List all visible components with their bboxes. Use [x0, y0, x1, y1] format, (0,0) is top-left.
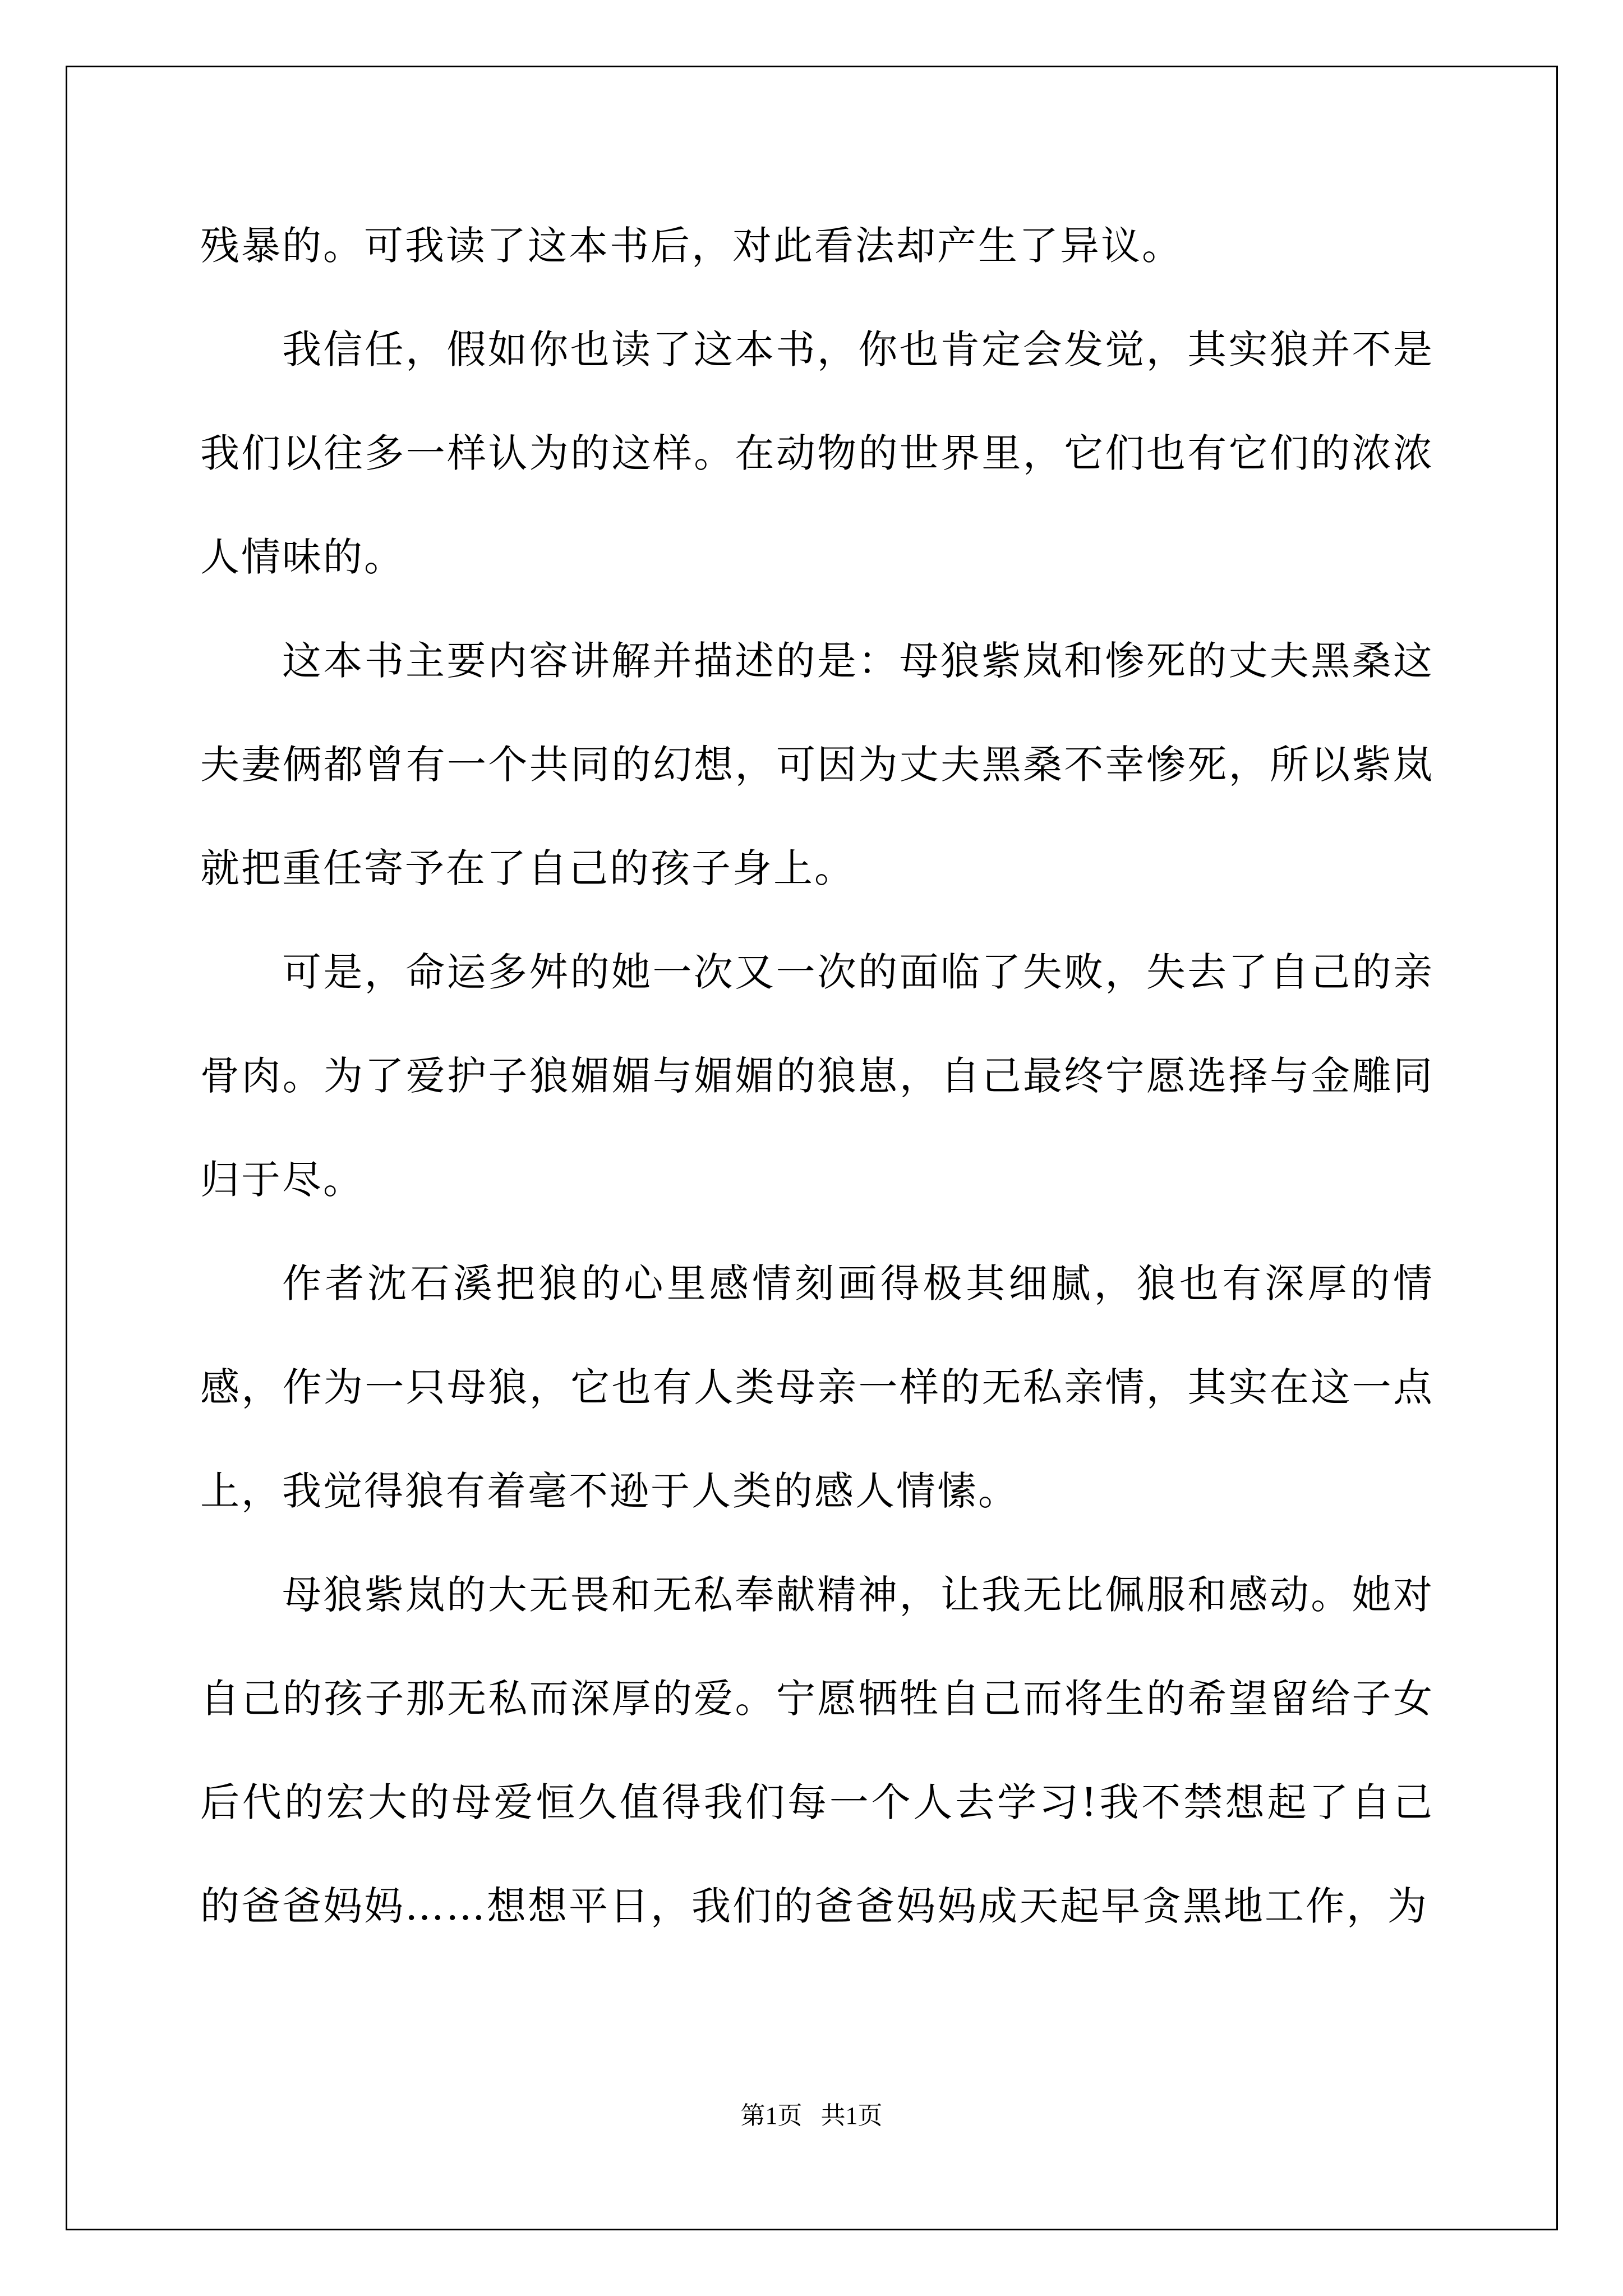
- page-footer: 第1页 共1页: [740, 2102, 883, 2129]
- paragraph-3: 这本书主要内容讲解并描述的是：母狼紫岚和惨死的丈夫黑桑这夫妻俩都曾有一个共同的幻想，可因为丈夫黑桑不幸惨死，所以紫岚就把重任寄予在了自己的孩子身上。: [200, 638, 1434, 891]
- document-body: [200, 194, 1434, 1958]
- paragraph-5: 作者沈石溪把狼的心里感情刻画得极其细腻，狼也有深厚的情感，作为一只母狼，它也有人类母亲一样的无私亲情，其实在这一点上，我觉得狼有着毫不逊于人类的感人情愫。: [200, 1260, 1434, 1514]
- paragraph-2: 我信任，假如你也读了这本书，你也肯定会发觉，其实狼并不是我们以往多一样认为的这样。在动物的世界里，它们也有它们的浓浓人情味的。: [200, 326, 1434, 580]
- paragraph-6: 母狼紫岚的大无畏和无私奉献精神，让我无比佩服和感动。她对自己的孩子那无私而深厚的爱。宁愿牺牲自己而将生的希望留给子女后代的宏大的母爱恒久值得我们每一个人去学习!我不禁想起了自己的爸爸妈妈……想想平日，我们的爸爸妈妈成天起早贪黑地工作，为: [200, 1572, 1434, 1929]
- paragraph-4: 可是，命运多舛的她一次又一次的面临了失败，失去了自己的亲骨肉。为了爱护子狼媚媚与媚媚的狼崽，自己最终宁愿选择与金雕同归于尽。: [200, 949, 1434, 1203]
- paragraph-1: 残暴的。可我读了这本书后，对此看法却产生了异议。: [200, 223, 1183, 269]
